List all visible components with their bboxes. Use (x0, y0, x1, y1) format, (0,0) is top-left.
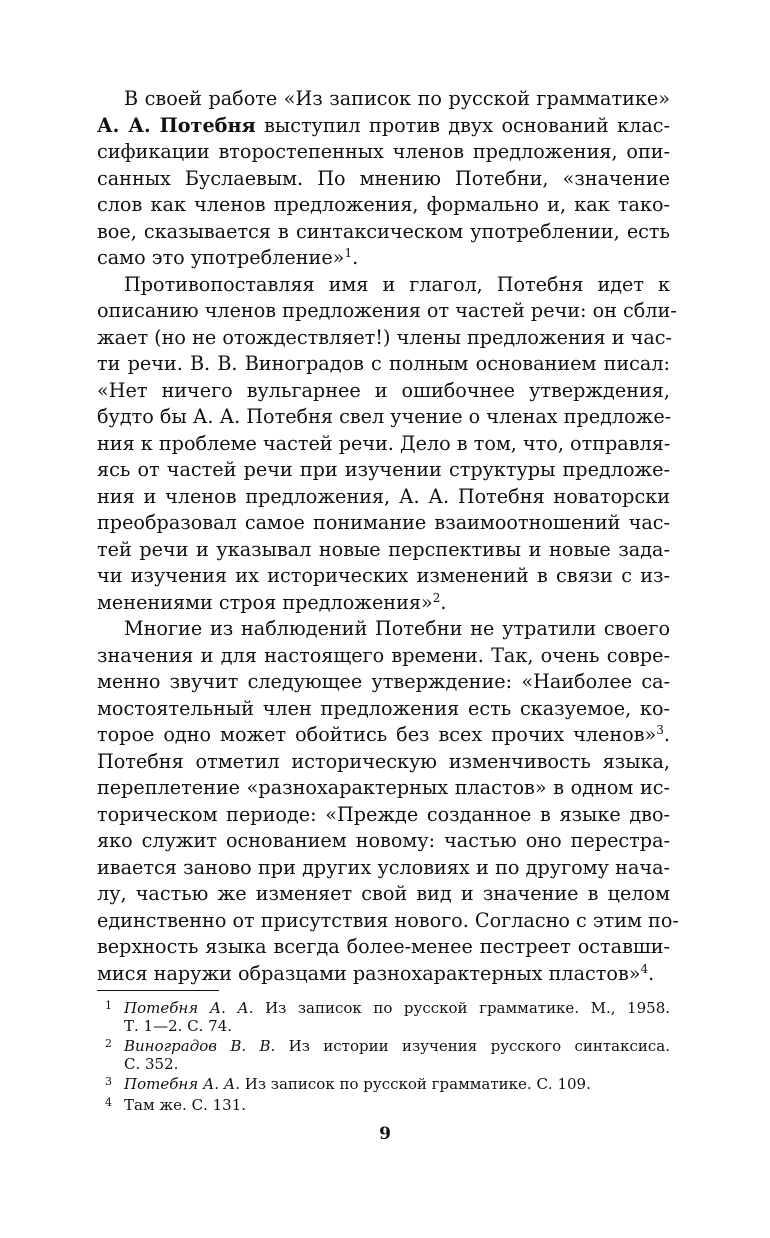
text-line: жает (но не отождествляет!) члены предложения и час- (97, 325, 672, 349)
footnote-3 (97, 1073, 670, 1094)
author-name: А. А. Потебня (97, 113, 256, 137)
footnote-author: Потебня А. А. (124, 1075, 240, 1093)
paragraph-3 (97, 616, 679, 987)
text-line: ния и членов предложения, А. А. Потебня новаторски (97, 484, 670, 508)
text-span: . (663, 723, 670, 746)
footnote-ref: 2 (432, 590, 441, 605)
text-line: Противопоставляя имя и глагол, Потебня идет к (124, 272, 670, 296)
text-span: . (352, 246, 359, 269)
footnote-author: Виноградов В. В. (124, 1037, 276, 1055)
footnote-line: С. 352. (124, 1054, 179, 1073)
footnotes (97, 990, 670, 1114)
text-line: сификации второстепенных членов предложения, опи- (97, 140, 670, 163)
text-line: мостоятельный член предложения есть сказуемое, ко- (97, 696, 670, 720)
footnote-author: Потебня А. А. (124, 999, 254, 1017)
text-line: В своей работе «Из записок по русской грамматике» (124, 87, 670, 110)
text-line: «Нет ничего вульгарнее и ошибочнее утверждения, (97, 378, 670, 402)
footnote-divider (97, 990, 219, 991)
footnote-ref: 3 (656, 723, 664, 737)
text-line: описанию членов предложения от частей речи: он сбли- (97, 299, 677, 322)
text-line: единственно от присутствия нового. Согласно с этим по- (97, 908, 679, 932)
text-span: . (648, 961, 655, 985)
footnote-line (97, 1094, 670, 1115)
page-number: 9 (379, 1124, 391, 1144)
text-line (97, 590, 670, 617)
text-line: ния к проблеме частей речи. Дело в том, что, отправля- (97, 431, 671, 455)
text-line: верхность языка всегда более-менее пестреет оставши- (97, 935, 670, 958)
footnote-2 (97, 1035, 670, 1073)
text-line: слов как членов предложения, формально и, как тако- (97, 193, 670, 216)
text-span: само это употребление» (97, 246, 345, 269)
footnote-4 (97, 1094, 670, 1115)
footnote-line (97, 1073, 670, 1094)
footnote-line (97, 997, 670, 1018)
text-line (97, 961, 670, 988)
footnote-ref: 1 (344, 246, 353, 260)
footnote-text: Из истории изучения русского синтаксиса. (275, 1037, 670, 1055)
text-line: яко служит основанием новому: частью оно перестра- (97, 829, 670, 852)
text-line: Многие из наблюдений Потебни не утратили своего (124, 617, 670, 640)
footnote-1 (97, 997, 670, 1035)
text-line: ясь от частей речи при изучении структуры предложе- (97, 458, 670, 481)
text-span: выступил против двух оснований клас- (255, 113, 670, 137)
footnote-text: Там же. С. 131. (124, 1095, 247, 1114)
text-line: тей речи и указывал новые перспективы и новые зада- (97, 537, 670, 561)
text-line: будто бы А. А. Потебня свел учение о членах предложе- (97, 405, 672, 428)
text-line (97, 113, 670, 140)
main-text (97, 86, 679, 987)
text-line: значения и для настоящего времени. Так, очень совре- (97, 643, 670, 667)
text-line: ти речи. В. В. Виноградов с полным основанием писал: (97, 352, 670, 375)
text-span: менениями строя предложения» (97, 590, 433, 614)
text-line: менно звучит следующее утверждение: «Наиболее са- (97, 670, 670, 693)
text-span: торое одно может обойтись без всех прочих членов» (97, 723, 657, 746)
text-line: переплетение «разнохарактерных пластов» в одном ис- (97, 776, 670, 799)
footnote-text: Из записок по русской грамматике. С. 109. (239, 1075, 591, 1093)
footnote-ref: 4 (640, 961, 649, 976)
text-line: торическом периоде: «Прежде созданное в языке дво- (97, 802, 670, 826)
text-line: преобразовал самое понимание взаимоотношений час- (97, 511, 670, 534)
text-line: вое, сказывается в синтаксическом употреблении, есть (97, 219, 670, 243)
footnote-text: Из записок по русской грамматике. М., 1958. (253, 999, 670, 1017)
text-line: ивается заново при других условиях и по другому нача- (97, 855, 670, 879)
paragraph-2 (97, 272, 677, 617)
footnote-line: Т. 1—2. С. 74. (124, 1016, 233, 1035)
text-line: лу, частью же изменяет свой вид и значение в целом (97, 882, 670, 905)
text-line: чи изучения их исторических изменений в связи с из- (97, 564, 670, 587)
footnote-number: 1 (105, 999, 112, 1012)
text-line: Потебня отметил историческую изменчивость языка, (97, 749, 670, 773)
text-span: . (440, 590, 447, 614)
footnote-number: 2 (105, 1037, 112, 1050)
text-line (97, 722, 670, 749)
text-line (97, 245, 670, 272)
footnote-number: 4 (105, 1095, 112, 1109)
text-line: санных Буслаевым. По мнению Потебни, «значение (97, 166, 670, 190)
footnote-number: 3 (105, 1075, 112, 1088)
text-span: мися наружи образцами разнохарактерных пластов» (97, 961, 641, 985)
paragraph-1 (97, 86, 670, 272)
footnote-line (97, 1035, 670, 1056)
